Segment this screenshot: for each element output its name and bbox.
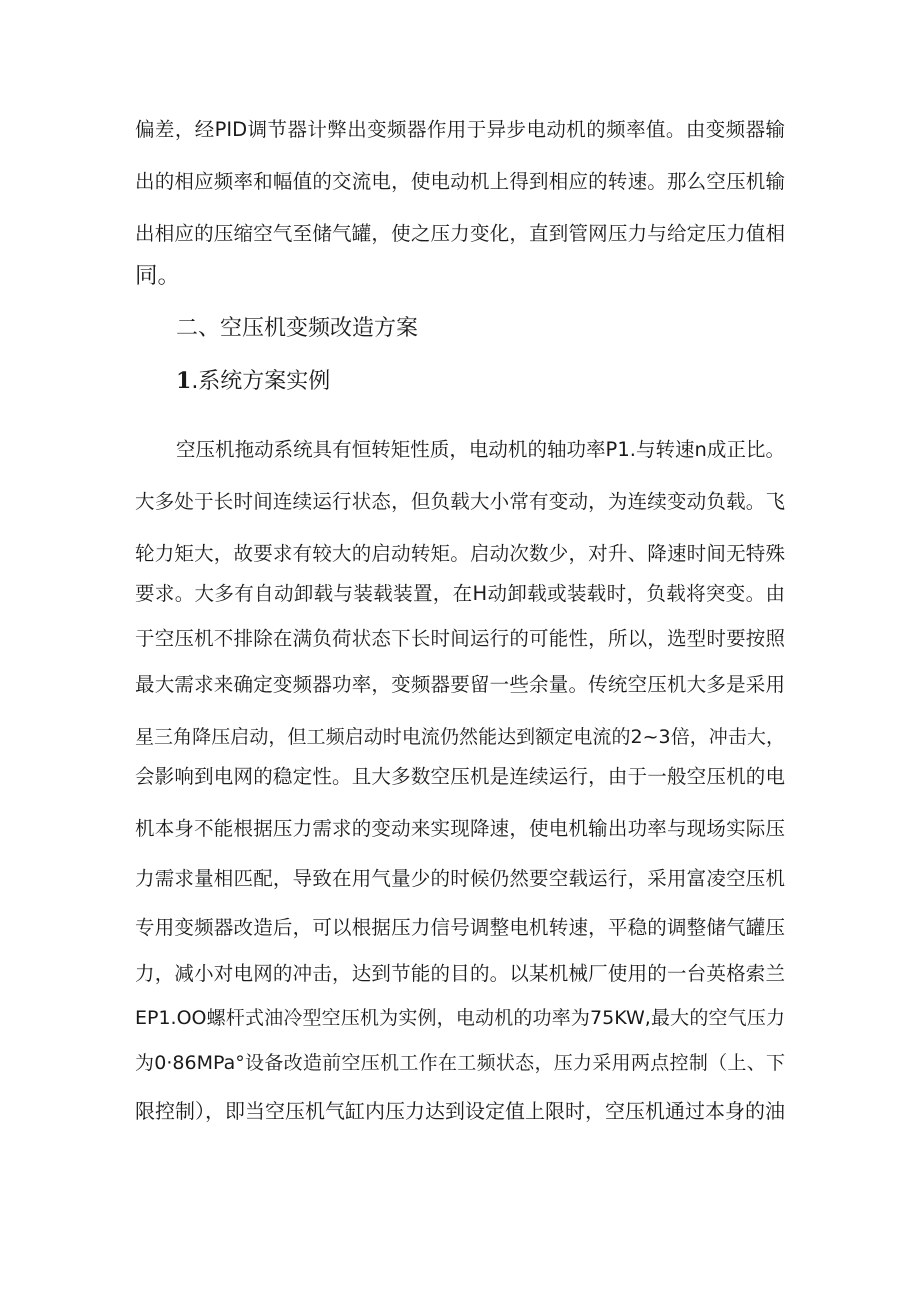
subsection-number: 1 (176, 368, 192, 394)
paragraph-line: 于空压机不排除在满负荷状态下长时间运行的可能性，所以，选型时要按照 (135, 627, 785, 650)
paragraph-line: 星三角降压启动，但工频启动时电流仍然能达到额定电流的2~3倍，冲击大， (135, 726, 785, 748)
paragraph-line: 空压机拖动系统具有恒转矩性质，电动机的轴功率P1.与转速n成正比。 (176, 438, 785, 461)
paragraph-line: 要求。大多有自动卸载与装载装置，在H动卸载或装载时，负载将突变。由 (135, 582, 785, 605)
paragraph-line: 机本身不能根据压力需求的变动来实现降速，使电机输出功率与现场实际压 (135, 817, 785, 840)
paragraph-line: 出相应的压缩空气至储气罐，使之压力变化，直到管网压力与给定压力值相 (135, 222, 785, 245)
paragraph-line: 为0·86MPa°设备改造前空压机工作在工频状态，压力采用两点控制（上、下 (135, 1052, 785, 1074)
subsection-heading (176, 365, 330, 398)
paragraph-line: 力需求量相匹配，导致在用气量少的时候仍然要空载运行，采用富凌空压机 (135, 867, 785, 890)
paragraph-line: 出的相应频率和幅值的交流电，使电动机上得到相应的转速。那么空压机输 (135, 170, 785, 193)
paragraph-line: 会影响到电网的稳定性。且大多数空压机是连续运行，由于一般空压机的电 (135, 765, 785, 788)
paragraph-line: 同。 (135, 263, 181, 289)
paragraph-line: 轮力矩大，故要求有较大的启动转矩。启动次数少，对升、降速时间无特殊 (135, 542, 785, 565)
paragraph-line: EP1.OO螺杆式油冷型空压机为实例，电动机的功率为75KW,最大的空气压力 (135, 1007, 785, 1029)
paragraph-line: 偏差，经PID调节器计弊出变频器作用于异步电动机的频率值。由变频器输 (135, 118, 785, 141)
paragraph-line: 限控制），即当空压机气缸内压力达到设定值上限时，空压机通过本身的油 (135, 1099, 785, 1123)
section-heading: 二、空压机变频改造方案 (176, 316, 419, 341)
paragraph-line: 力，减小对电网的冲击，达到节能的目的。以某机械厂使用的一台英格索兰 (135, 962, 785, 985)
subsection-title: .系统方案实例 (191, 369, 331, 394)
paragraph-line: 专用变频器改造后，可以根据压力信号调整电机转速，平稳的调整储气罐压 (135, 916, 785, 939)
paragraph-line: 最大需求来确定变频器功率，变频器要留一些余量。传统空压机大多是采用 (135, 673, 785, 696)
paragraph-line: 大多处于长时间连续运行状态，但负载大小常有变动，为连续变动负载。飞 (135, 490, 785, 513)
